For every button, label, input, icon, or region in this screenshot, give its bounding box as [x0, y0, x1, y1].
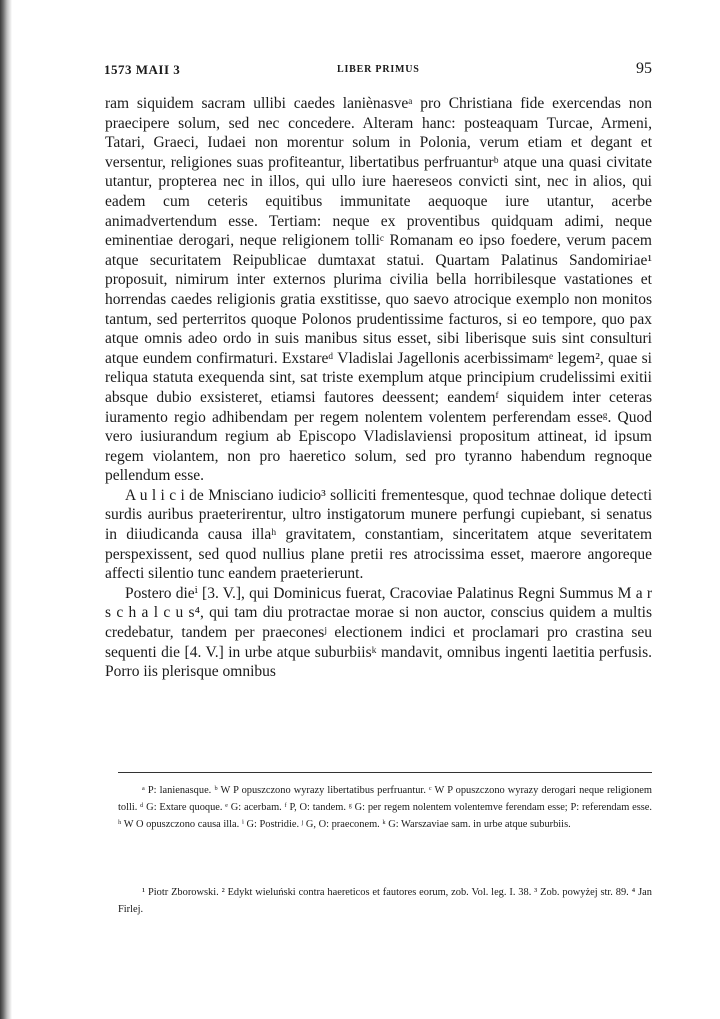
historical-notes	[118, 884, 652, 918]
header-date: 1573 MAII 3	[104, 62, 181, 77]
footnote-separator	[118, 772, 652, 773]
paragraph-3: Postero dieⁱ [3. V.], qui Dominicus fuerat, Cracoviae Palatinus Regni Summus M a r s c h a l c u s⁴, qui tam diu protractae morae si non auctor, conscius quidem a multis credebatur, tandem per praeconesʲ electionem indici et proclamari pro crastina seu sequenti die [4. V.] in urbe atque suburbiisᵏ mandavit, omnibus ingenti laetitia perfusis. Porro iis plerisque omnibus	[105, 584, 652, 681]
paragraph-1: ram siquidem sacram ullibi caedes laniènasveᵃ pro Christiana fide exercendas non praecipere solum, sed nec concedere. Alteram hanc: posteaquam Turcae, Armeni, Tatari, Graeci, Iudaei non morentur solum in Polonia, verum etiam et degant et versentur, religiones suas profiteantur, libertatibus perfruanturᵇ atque una quasi civitate utantur, propterea nec in illos, qui ullo iure haereseos convicti sint, nec in alios, qui eadem cum ceteris equitibus immunitate aequoque iure utantur, acerbe animadvertendum esse. Tertiam: neque ex proventibus quidquam adimi, neque eminentiae derogari, neque religionem tolliᶜ Romanam eo ipso foedere, verum pacem atque securitatem Reipublicae dumtaxat statui. Quartam Palatinus Sandomiriae¹ proposuit, nimirum inter externos plurima civilia bella horribilesque vastationes et horrendas caedes religionis gratia exstitisse, quo saevo atrocique exemplo non monitos tantum, sed perterritos quoque Polonos prudentissime facturos, si eo tempore, quo pax atque omnis adeo ordo in suis manibus situs esset, sibi liberisque suis sint consulturi atque eundem confirmaturi. Exstareᵈ Vladislai Jagellonis acerbissimamᵉ legem², quae si reliqua statuta exequenda sint, sat triste exemplum atque principium crudelissimi exitii absque dubio exsisteret, etiamsi fautores deessent; eandemᶠ siquidem inter ceteras iuramento regio adhibendam per regem nolentem volentem perferendam esseᵍ. Quod vero iusiurandum regium ab Episcopo Vladislaviensi propositum attineat, id ipsum regem violantem, non pro haeretico solum, sed pro tyranno habendum regnoque pellendum esse.	[105, 95, 652, 485]
page-number: 95	[636, 60, 652, 77]
book-binding-edge	[0, 0, 12, 1019]
main-text	[105, 94, 652, 682]
critical-footnotes-text: ᵃ P: lanienasque. ᵇ W P opuszczono wyrazy libertatibus perfruantur. ᶜ W P opuszczono wyrazy derogari neque religionem tolli. ᵈ G: Extare quoque. ᵉ G: acerbam. ᶠ P, O: tandem. ᵍ G: per regem nolentem volentemve ferendam esse; P: referendam esse. ʰ W O opuszczono causa illa. ⁱ G: Postridie. ʲ G, O: praeconem. ᵏ G: Warszaviae sam. in urbe atque suburbiis.	[118, 785, 652, 830]
critical-apparatus	[118, 782, 652, 833]
header-book-title: LIBER PRIMUS	[337, 64, 420, 75]
historical-footnotes-text: ¹ Piotr Zborowski. ² Edykt wieluński contra haereticos et fautores eorum, zob. Vol. leg. I. 38. ³ Zob. powyżej str. 89. ⁴ Jan Firlej.	[118, 887, 652, 915]
paragraph-2: A u l i c i de Mnisciano iudicio³ solliciti frementesque, quod technae dolique detecti surdis auribus praeterirentur, ultro instigatorum munere perfungi cupiebant, si senatus in diiudicanda causa illaʰ gravitatem, constantiam, sinceritatem atque severitatem perspexissent, sed quod nullius plane pretii res atrocissima esset, maerore angoreque affecti silentio tunc eandem praeterierunt.	[105, 486, 652, 583]
running-header	[104, 58, 652, 82]
